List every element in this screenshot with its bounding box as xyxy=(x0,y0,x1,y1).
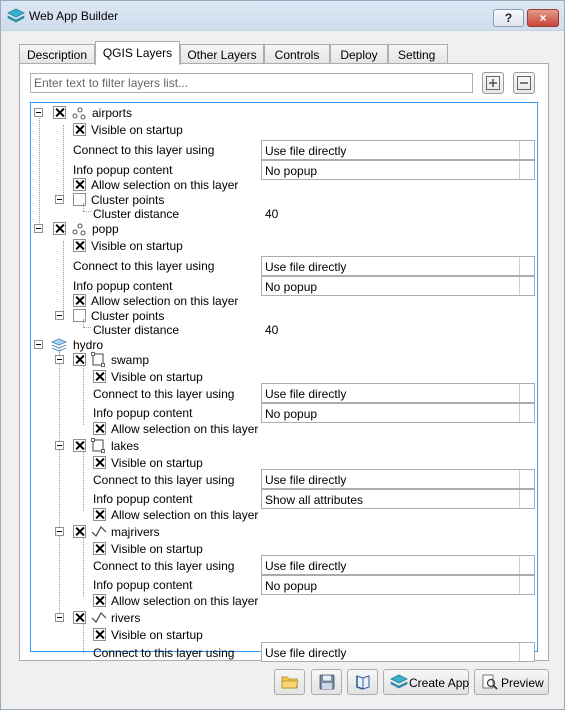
filter-layers-input[interactable] xyxy=(30,73,473,93)
allow-selection-label: Allow selection on this layer xyxy=(91,294,239,308)
preview-label: Preview xyxy=(501,676,544,690)
connect-row xyxy=(31,642,536,662)
info-value: No popup xyxy=(265,579,318,593)
preview-button[interactable] xyxy=(474,669,549,695)
collapse-toggle[interactable] xyxy=(34,224,43,233)
info-popup-row xyxy=(31,403,536,423)
layer-checkbox[interactable] xyxy=(53,106,66,119)
tree-item-lakes[interactable] xyxy=(31,438,531,455)
create-app-label: Create App xyxy=(409,676,470,690)
allow-selection-checkbox[interactable] xyxy=(93,594,106,607)
tree-item-swamp[interactable] xyxy=(31,352,531,369)
allow-selection-checkbox[interactable] xyxy=(73,294,86,307)
connect-select[interactable] xyxy=(261,642,535,662)
window-title: Web App Builder xyxy=(29,9,119,23)
folder-icon xyxy=(281,674,299,690)
info-label: Info popup content xyxy=(93,578,193,592)
connect-select[interactable] xyxy=(261,469,535,489)
visible-label: Visible on startup xyxy=(111,370,203,384)
tab-qgis-layers[interactable]: QGIS Layers xyxy=(95,41,180,65)
connect-label: Connect to this layer using xyxy=(93,473,235,487)
point-layer-icon xyxy=(71,106,87,120)
line-layer-icon xyxy=(91,525,107,538)
app-layers-icon xyxy=(7,8,25,24)
collapse-toggle[interactable] xyxy=(55,441,64,450)
connect-value: Use file directly xyxy=(265,387,347,401)
connect-select[interactable] xyxy=(261,140,535,160)
plus-icon xyxy=(486,76,500,90)
collapse-toggle[interactable] xyxy=(55,355,64,364)
allow-selection-label: Allow selection on this layer xyxy=(111,594,259,608)
connect-label: Connect to this layer using xyxy=(93,387,235,401)
expand-all-button[interactable] xyxy=(482,72,504,94)
point-layer-icon xyxy=(71,222,87,236)
info-label: Info popup content xyxy=(93,492,193,506)
visible-label: Visible on startup xyxy=(91,239,183,253)
info-popup-select[interactable] xyxy=(261,489,535,509)
qgis-layers-panel xyxy=(19,63,549,661)
visible-checkbox[interactable] xyxy=(93,628,106,641)
allow-selection-label: Allow selection on this layer xyxy=(111,422,259,436)
info-popup-row xyxy=(31,489,536,509)
layer-name: swamp xyxy=(111,353,150,367)
connect-label: Connect to this layer using xyxy=(93,646,235,660)
preview-magnifier-icon xyxy=(481,674,499,690)
tree-item-rivers[interactable] xyxy=(31,610,531,627)
visible-label: Visible on startup xyxy=(111,628,203,642)
info-label: Info popup content xyxy=(93,406,193,420)
allow-selection-row[interactable] xyxy=(31,593,531,610)
tab-bar xyxy=(19,41,434,64)
connect-row xyxy=(31,555,536,575)
cluster-distance-label: Cluster distance xyxy=(93,207,180,221)
connect-label: Connect to this layer using xyxy=(73,143,215,157)
tab-settings[interactable]: Setting xyxy=(388,44,448,64)
allow-selection-checkbox[interactable] xyxy=(93,422,106,435)
layer-name: lakes xyxy=(111,439,140,453)
layer-checkbox[interactable] xyxy=(73,525,86,538)
cluster-checkbox[interactable] xyxy=(73,309,86,322)
connect-row xyxy=(31,469,536,489)
connect-row xyxy=(31,256,536,276)
tree-item-majrivers[interactable] xyxy=(31,524,531,541)
layer-name: popp xyxy=(92,222,119,236)
visible-label: Visible on startup xyxy=(111,456,203,470)
info-popup-select[interactable] xyxy=(261,403,535,423)
collapse-toggle[interactable] xyxy=(55,311,64,320)
save-button[interactable] xyxy=(311,669,342,695)
open-folder-button[interactable] xyxy=(274,669,305,695)
cluster-distance-value[interactable]: 40 xyxy=(265,323,279,337)
layers-tree[interactable] xyxy=(30,102,538,660)
layer-checkbox[interactable] xyxy=(73,353,86,366)
collapse-toggle[interactable] xyxy=(34,108,43,117)
tree-item-popp[interactable] xyxy=(31,221,531,238)
group-name: hydro xyxy=(73,338,104,352)
visible-checkbox[interactable] xyxy=(73,123,86,136)
polygon-layer-icon xyxy=(91,438,105,453)
collapse-toggle[interactable] xyxy=(55,613,64,622)
connect-value: Use file directly xyxy=(265,646,347,660)
cluster-label: Cluster points xyxy=(91,309,165,323)
visible-on-startup-row[interactable] xyxy=(31,122,531,139)
allow-selection-row[interactable] xyxy=(31,421,531,438)
visible-checkbox[interactable] xyxy=(93,542,106,555)
cluster-checkbox[interactable] xyxy=(73,193,86,206)
info-value: No popup xyxy=(265,164,318,178)
visible-label: Visible on startup xyxy=(91,123,183,137)
help-button[interactable]: ? xyxy=(493,9,524,27)
info-value: Show all attributes xyxy=(265,493,364,507)
connect-value: Use file directly xyxy=(265,144,347,158)
cluster-label: Cluster points xyxy=(91,193,165,207)
polygon-layer-icon xyxy=(91,352,105,367)
tab-other-layers[interactable]: Other Layers xyxy=(180,44,264,64)
allow-selection-label: Allow selection on this layer xyxy=(91,178,239,192)
connect-value: Use file directly xyxy=(265,473,347,487)
connect-value: Use file directly xyxy=(265,559,347,573)
allow-selection-checkbox[interactable] xyxy=(73,178,86,191)
info-popup-row xyxy=(31,575,536,595)
connect-label: Connect to this layer using xyxy=(73,259,215,273)
save-disk-icon xyxy=(318,674,336,690)
connect-row xyxy=(31,383,536,403)
collapse-toggle[interactable] xyxy=(55,195,64,204)
visible-label: Visible on startup xyxy=(111,542,203,556)
collapse-all-button[interactable] xyxy=(513,72,535,94)
allow-selection-label: Allow selection on this layer xyxy=(111,508,259,522)
collapse-toggle[interactable] xyxy=(55,527,64,536)
allow-selection-checkbox[interactable] xyxy=(93,508,106,521)
visible-checkbox[interactable] xyxy=(93,456,106,469)
info-label: Info popup content xyxy=(73,163,173,177)
tab-controls[interactable]: Controls xyxy=(264,44,330,64)
connect-select[interactable] xyxy=(261,383,535,403)
info-popup-select[interactable] xyxy=(261,575,535,595)
info-label: Info popup content xyxy=(73,279,173,293)
layer-checkbox[interactable] xyxy=(73,611,86,624)
layer-checkbox[interactable] xyxy=(53,222,66,235)
connect-row xyxy=(31,140,536,160)
visible-checkbox[interactable] xyxy=(93,370,106,383)
connect-label: Connect to this layer using xyxy=(93,559,235,573)
connect-select[interactable] xyxy=(261,555,535,575)
book-icon xyxy=(354,674,372,690)
title-bar xyxy=(1,1,564,31)
tree-item-airports[interactable] xyxy=(31,105,531,122)
info-value: No popup xyxy=(265,407,318,421)
help-docs-button[interactable] xyxy=(347,669,378,695)
layer-name: majrivers xyxy=(111,525,160,539)
minus-icon xyxy=(517,76,531,90)
allow-selection-row[interactable] xyxy=(31,507,531,524)
layer-name: rivers xyxy=(111,611,141,625)
close-button[interactable]: × xyxy=(527,9,559,27)
connect-select[interactable] xyxy=(261,256,535,276)
tab-description[interactable]: Description xyxy=(19,44,95,64)
collapse-toggle[interactable] xyxy=(34,340,43,349)
cluster-distance-label: Cluster distance xyxy=(93,323,180,337)
create-app-button[interactable] xyxy=(383,669,469,695)
connect-value: Use file directly xyxy=(265,260,347,274)
visible-checkbox[interactable] xyxy=(73,239,86,252)
layer-checkbox[interactable] xyxy=(73,439,86,452)
visible-on-startup-row[interactable] xyxy=(31,238,531,255)
info-value: No popup xyxy=(265,280,318,294)
layer-name: airports xyxy=(92,106,133,120)
line-layer-icon xyxy=(91,611,107,624)
cluster-distance-value[interactable]: 40 xyxy=(265,207,279,221)
app-layers-icon xyxy=(390,674,408,690)
layer-group-icon xyxy=(51,338,67,352)
tab-deploy[interactable]: Deploy xyxy=(330,44,388,64)
